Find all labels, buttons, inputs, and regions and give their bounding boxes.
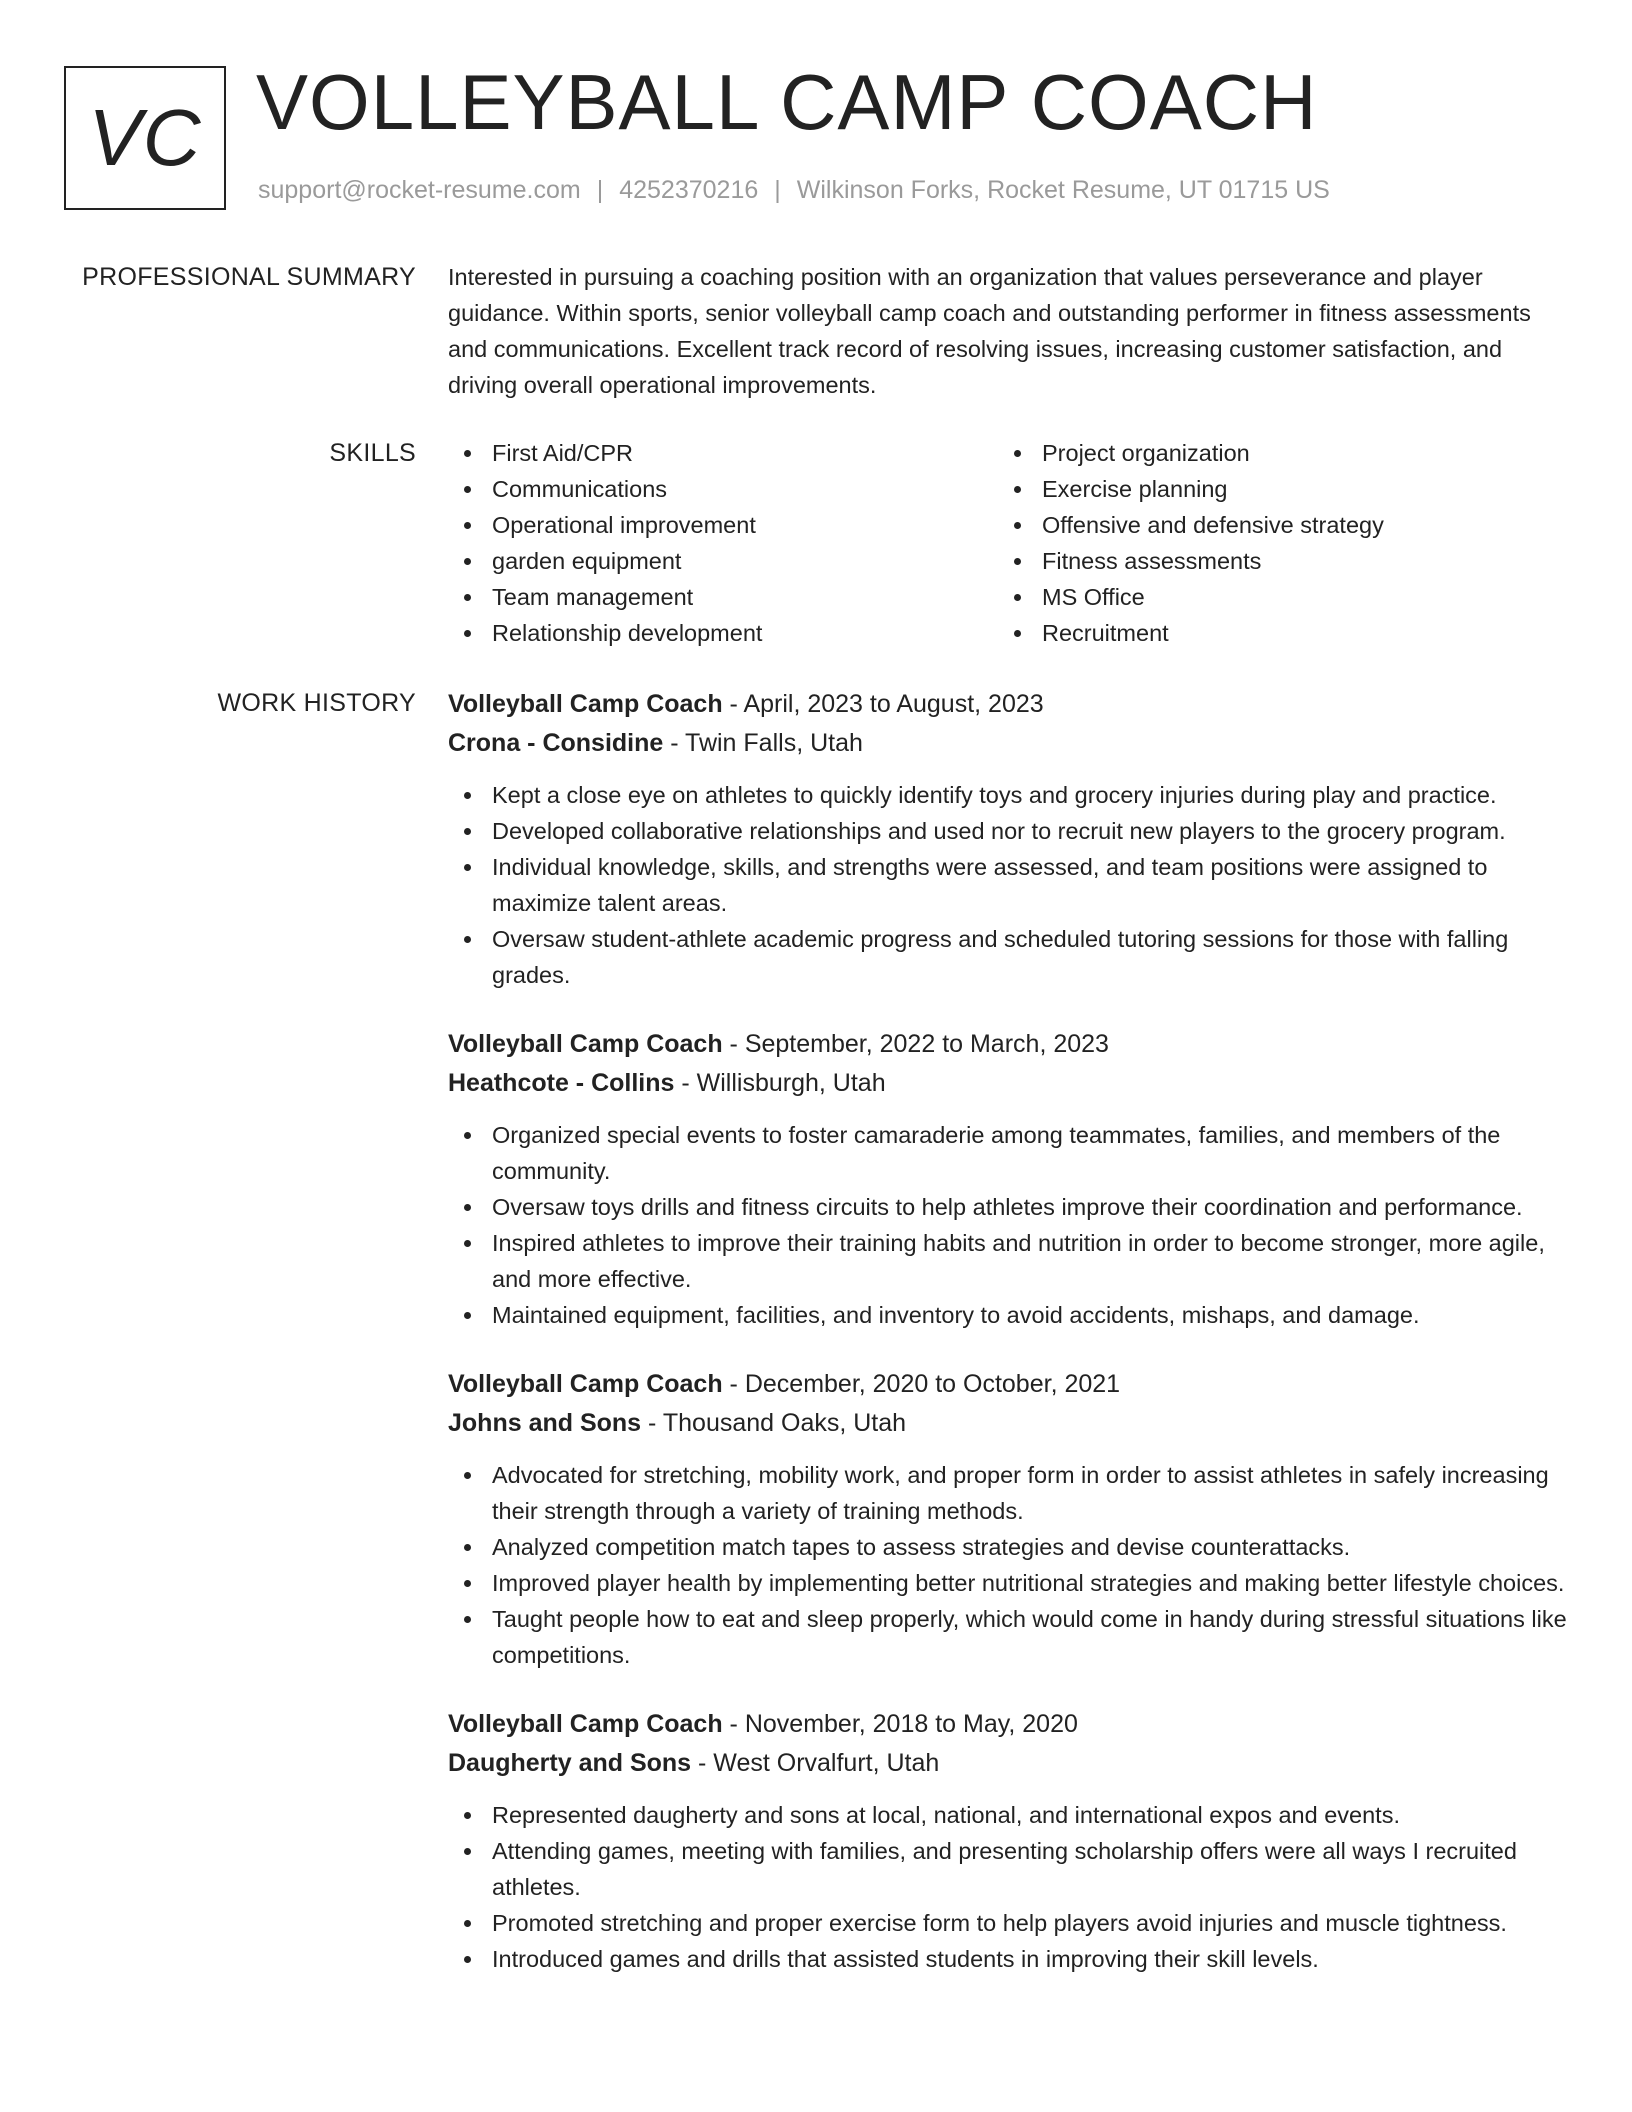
job-duties [448, 777, 1568, 993]
contact-separator: | [596, 176, 604, 204]
job-duty-item: Oversaw student-athlete academic progress and scheduled tutoring sessions for those with falling grades. [448, 921, 1568, 993]
job-title: Volleyball Camp Coach [448, 1370, 723, 1398]
job-duty-item: Analyzed competition match tapes to assess strategies and devise counterattacks. [448, 1529, 1568, 1565]
job-duties [448, 1797, 1568, 1977]
skill-item: First Aid/CPR [448, 435, 948, 471]
job-duty-item: Organized special events to foster camaraderie among teammates, families, and members of the community. [448, 1117, 1568, 1189]
job-location: - Willisburgh, Utah [674, 1069, 886, 1097]
job-duty-item: Taught people how to eat and sleep properly, which would come in handy during stressful situations like competitions. [448, 1601, 1568, 1673]
job-entry [448, 1365, 1568, 1673]
skill-item: Offensive and defensive strategy [998, 507, 1498, 543]
job-location: - Thousand Oaks, Utah [641, 1409, 907, 1437]
job-duty-item: Attending games, meeting with families, and presenting scholarship offers were all ways I recruited athletes. [448, 1833, 1568, 1905]
work-history-body [448, 685, 1568, 2009]
skills-column-2 [998, 435, 1498, 651]
job-company: Crona - Considine [448, 729, 664, 757]
job-title: Volleyball Camp Coach [448, 1710, 723, 1738]
summary-heading: PROFESSIONAL SUMMARY [82, 263, 416, 291]
job-company-line [448, 1404, 1568, 1443]
job-duty-item: Represented daugherty and sons at local, national, and international expos and events. [448, 1797, 1568, 1833]
job-duty-item: Promoted stretching and proper exercise form to help players avoid injuries and muscle tightness. [448, 1905, 1568, 1941]
skills-column-1 [448, 435, 948, 651]
job-title-line [448, 1365, 1568, 1404]
job-duty-item: Individual knowledge, skills, and strengths were assessed, and team positions were assigned to maximize talent areas. [448, 849, 1568, 921]
job-duties [448, 1457, 1568, 1673]
summary-text: Interested in pursuing a coaching position with an organization that values perseverance and player guidance. Within sports, senior volleyball camp coach and outstanding performer in fitness assessments and communications. Excellent track record of resolving issues, increasing customer satisfaction, and driving overall operational improvements. [448, 264, 1531, 398]
job-location: - West Orvalfurt, Utah [691, 1749, 940, 1777]
contact-separator: | [774, 176, 781, 204]
job-entry [448, 1705, 1568, 1977]
skill-item: Relationship development [448, 615, 948, 651]
skill-item: Project organization [998, 435, 1498, 471]
skill-item: garden equipment [448, 543, 948, 579]
job-duty-item: Introduced games and drills that assisted students in improving their skill levels. [448, 1941, 1568, 1977]
job-duty-item: Developed collaborative relationships and used nor to recruit new players to the grocery program. [448, 813, 1568, 849]
job-dates: - September, 2022 to March, 2023 [722, 1030, 1109, 1058]
job-dates: - December, 2020 to October, 2021 [722, 1370, 1121, 1398]
skill-item: Operational improvement [448, 507, 948, 543]
job-company-line [448, 1064, 1568, 1103]
monogram-initials: VC [64, 66, 226, 210]
contact-email: support@rocket-resume.com [258, 176, 581, 204]
job-company: Daugherty and Sons [448, 1749, 692, 1777]
job-title-line [448, 1705, 1568, 1744]
job-duty-item: Improved player health by implementing better nutritional strategies and making better lifestyle choices. [448, 1565, 1568, 1601]
job-dates: - April, 2023 to August, 2023 [722, 690, 1044, 718]
job-duty-item: Advocated for stretching, mobility work, and proper form in order to assist athletes in safely increasing their strength through a variety of training methods. [448, 1457, 1568, 1529]
job-title: Volleyball Camp Coach [448, 690, 723, 718]
skills-heading: SKILLS [329, 439, 416, 467]
job-company: Heathcote - Collins [448, 1069, 675, 1097]
skill-item: Communications [448, 471, 948, 507]
resume-name: VOLLEYBALL CAMP COACH [256, 58, 1318, 146]
skill-item: Recruitment [998, 615, 1498, 651]
work-history-heading: WORK HISTORY [217, 689, 416, 717]
job-duty-item: Inspired athletes to improve their training habits and nutrition in order to become stronger, more agile, and more effective. [448, 1225, 1568, 1297]
job-duty-item: Maintained equipment, facilities, and inventory to avoid accidents, mishaps, and damage. [448, 1297, 1568, 1333]
job-location: - Twin Falls, Utah [663, 729, 863, 757]
contact-line [258, 176, 1330, 205]
skill-item: Exercise planning [998, 471, 1498, 507]
skill-item: MS Office [998, 579, 1498, 615]
contact-phone: 4252370216 [619, 176, 759, 204]
skill-item: Team management [448, 579, 948, 615]
job-duties [448, 1117, 1568, 1333]
job-title: Volleyball Camp Coach [448, 1030, 723, 1058]
job-dates: - November, 2018 to May, 2020 [722, 1710, 1078, 1738]
job-duty-item: Oversaw toys drills and fitness circuits to help athletes improve their coordination and performance. [448, 1189, 1568, 1225]
job-company: Johns and Sons [448, 1409, 642, 1437]
job-title-line [448, 1025, 1568, 1064]
job-entry [448, 1025, 1568, 1333]
skill-item: Fitness assessments [998, 543, 1498, 579]
job-company-line [448, 1744, 1568, 1783]
contact-address: Wilkinson Forks, Rocket Resume, UT 01715 US [796, 176, 1330, 204]
job-title-line [448, 685, 1568, 724]
job-company-line [448, 724, 1568, 763]
job-duty-item: Kept a close eye on athletes to quickly identify toys and grocery injuries during play and practice. [448, 777, 1568, 813]
job-entry [448, 685, 1568, 993]
